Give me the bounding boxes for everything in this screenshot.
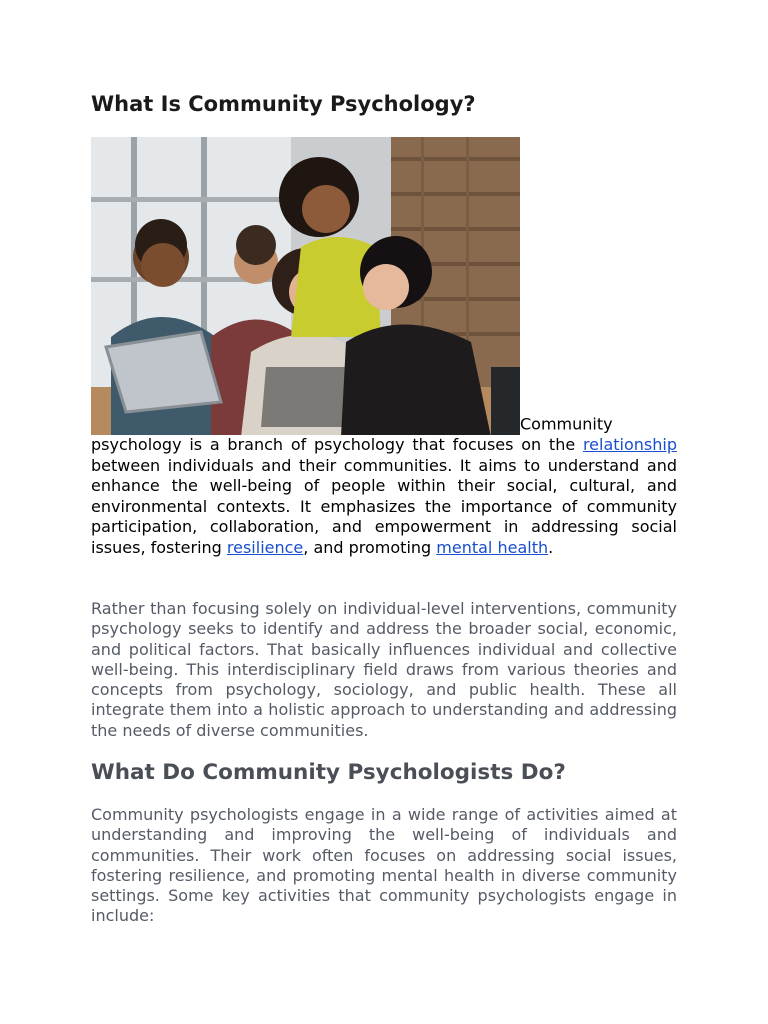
intro-text-4: . [548,537,554,557]
page-title: What Is Community Psychology? [91,92,476,116]
intro-paragraph [91,137,677,558]
article-photo [91,137,520,435]
paragraph-broader-factors: Rather than focusing solely on individual-level interventions, community psychology seeks to identify and address the broader social, economic, and political factors. That basically influences individual and collective well-being. This interdisciplinary field draws from various theories and concepts from psychology, sociology, and public health. These all integrate them into a holistic approach to understanding and addressing the needs of diverse communities. [91,599,677,740]
paragraph-activities: Community psychologists engage in a wide range of activities aimed at understanding and improving the well-being of individuals and communities. Their work often focuses on addressing social issues, fostering resilience, and promoting mental health in diverse community settings. Some key activities that community psychologists engage in include: [91,805,677,926]
relationship-link[interactable]: relationship [582,435,677,454]
intro-text-1: Community psychology is a branch of psychology that focuses on the [91,414,613,454]
section-heading: What Do Community Psychologists Do? [91,760,566,785]
mental-health-link[interactable]: mental health [436,537,549,557]
intro-text-3: , and promoting [303,537,437,557]
intro-text-2: between individuals and their communities. It aims to understand and enhance the well-being of people within their social, cultural, and environmental contexts. It emphasizes the importance of community participation, collaboration, and empowerment in addressing social issues, fostering [91,455,677,557]
resilience-link[interactable]: resilience [226,537,304,557]
